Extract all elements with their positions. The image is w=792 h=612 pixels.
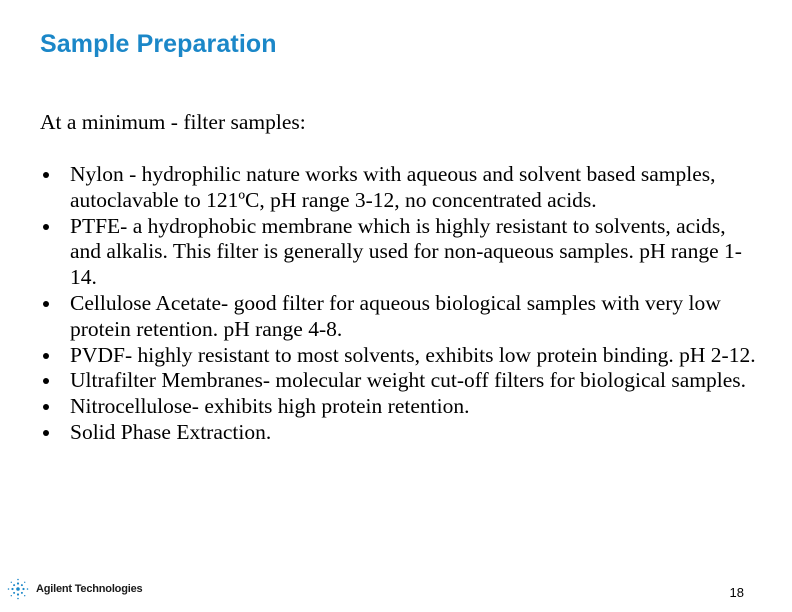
bullet-text: PTFE- a hydrophobic membrane which is highly resistant to solvents, acids, and alkalis. This filter is generally used for non-aqueous samples. pH range 1-14. [70, 213, 742, 290]
bullet-item [40, 291, 760, 343]
bullet-item [40, 343, 760, 369]
agilent-spark-icon [6, 577, 30, 601]
bullet-dot-icon [43, 404, 49, 410]
bullet-dot-icon [43, 172, 49, 178]
bullet-item [40, 214, 760, 291]
bullet-dot-icon [43, 353, 49, 359]
bullet-dot-icon [43, 378, 49, 384]
bullet-item [40, 162, 760, 214]
company-logo [6, 577, 142, 601]
bullet-dot-icon [43, 224, 49, 230]
bullet-list [40, 162, 760, 446]
bullet-dot-icon [43, 301, 49, 307]
bullet-text: Ultrafilter Membranes- molecular weight cut-off filters for biological samples. [70, 368, 747, 393]
bullet-item [40, 420, 760, 446]
slide-title: Sample Preparation [40, 30, 277, 58]
bullet-text: PVDF- highly resistant to most solvents, exhibits low protein binding. pH 2-12. [70, 342, 756, 367]
intro-text: At a minimum - filter samples: [40, 110, 306, 134]
bullet-text: Nitrocellulose- exhibits high protein retention. [70, 394, 470, 419]
bullet-text: Solid Phase Extraction. [70, 419, 272, 444]
page-number: 18 [729, 585, 744, 600]
bullet-item [40, 368, 760, 394]
bullet-item [40, 394, 760, 420]
bullet-text: Cellulose Acetate- good filter for aqueous biological samples with very low protein retention. pH range 4-8. [70, 290, 721, 341]
company-name: Agilent Technologies [36, 583, 143, 595]
bullet-dot-icon [43, 430, 49, 436]
bullet-text: Nylon - hydrophilic nature works with aqueous and solvent based samples, autoclavable to 121ºC, pH range 3-12, no concentrated acids. [70, 162, 716, 212]
